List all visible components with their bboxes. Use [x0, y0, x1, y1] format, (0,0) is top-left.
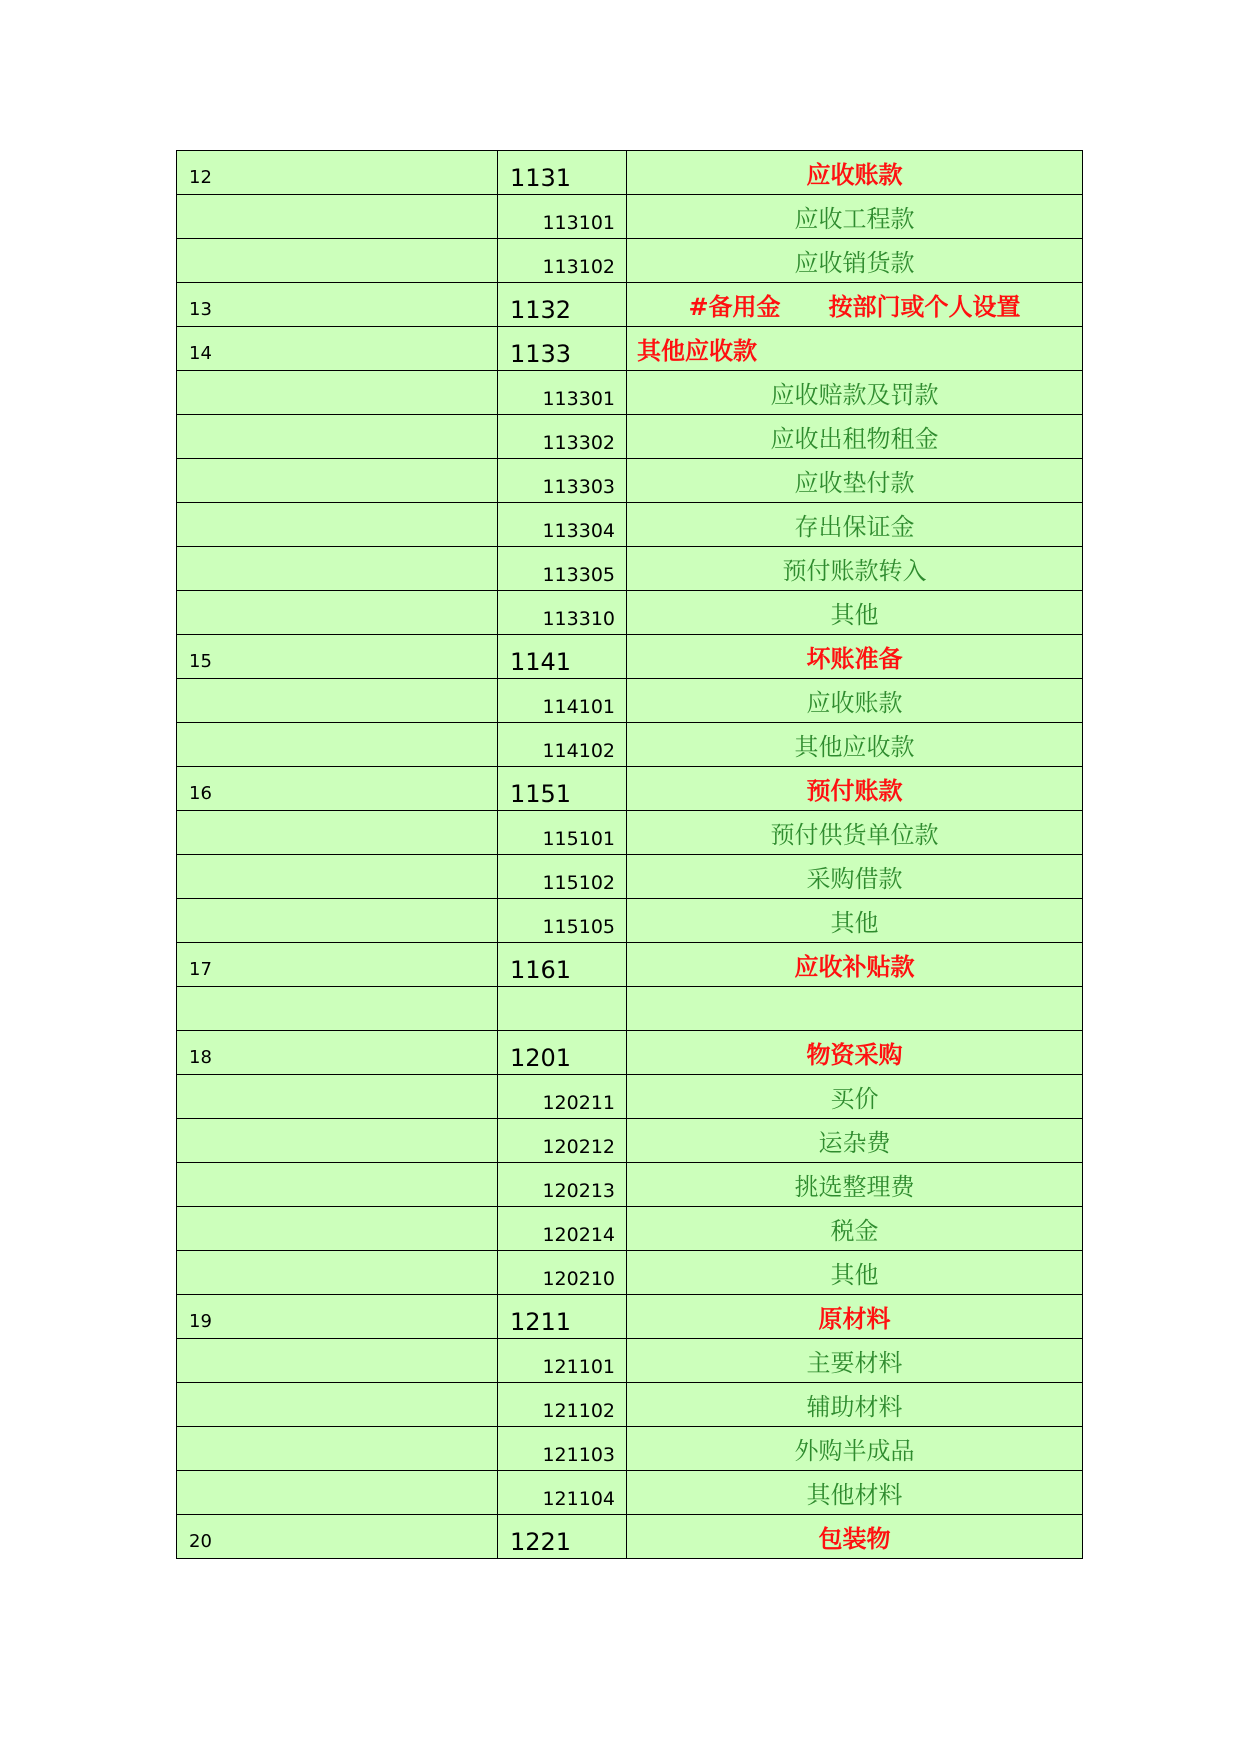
account-code: 1221 [498, 1515, 627, 1559]
sub-account-code: 113303 [498, 459, 627, 503]
account-code: 1151 [498, 767, 627, 811]
sub-account-code: 120210 [498, 1251, 627, 1295]
table-row [177, 371, 1083, 415]
sub-account-name: 应收销货款 [627, 239, 1083, 283]
row-sequence-number [177, 239, 498, 283]
table-row [177, 1075, 1083, 1119]
sub-account-name [627, 987, 1083, 1031]
account-code-table [176, 150, 1083, 1559]
sub-account-code: 120213 [498, 1163, 627, 1207]
sub-account-code [498, 987, 627, 1031]
sub-account-code: 121102 [498, 1383, 627, 1427]
row-sequence-number [177, 1471, 498, 1515]
sub-account-name: 其他 [627, 899, 1083, 943]
table-row [177, 239, 1083, 283]
sub-account-code: 115101 [498, 811, 627, 855]
sub-account-name: 其他应收款 [627, 723, 1083, 767]
table-row [177, 811, 1083, 855]
table-row [177, 195, 1083, 239]
sub-account-name: 存出保证金 [627, 503, 1083, 547]
table-row [177, 591, 1083, 635]
sub-account-name: 辅助材料 [627, 1383, 1083, 1427]
sub-account-code: 120212 [498, 1119, 627, 1163]
sub-account-code: 114101 [498, 679, 627, 723]
table-row [177, 1251, 1083, 1295]
row-sequence-number: 20 [177, 1515, 498, 1559]
sub-account-name: 其他 [627, 1251, 1083, 1295]
sub-account-code: 113305 [498, 547, 627, 591]
row-sequence-number [177, 1383, 498, 1427]
sub-account-code: 115102 [498, 855, 627, 899]
account-name: #备用金 按部门或个人设置 [627, 283, 1083, 327]
account-code: 1201 [498, 1031, 627, 1075]
row-sequence-number [177, 503, 498, 547]
sub-account-code: 113101 [498, 195, 627, 239]
table-row [177, 899, 1083, 943]
table-row [177, 503, 1083, 547]
row-sequence-number: 15 [177, 635, 498, 679]
row-sequence-number [177, 1207, 498, 1251]
table-row [177, 283, 1083, 327]
table-row [177, 459, 1083, 503]
table-row [177, 1295, 1083, 1339]
table-row [177, 767, 1083, 811]
row-sequence-number: 19 [177, 1295, 498, 1339]
table-row [177, 1031, 1083, 1075]
row-sequence-number [177, 679, 498, 723]
row-sequence-number [177, 547, 498, 591]
table-row [177, 151, 1083, 195]
table-row [177, 679, 1083, 723]
account-name: 其他应收款 [627, 327, 1083, 371]
row-sequence-number [177, 591, 498, 635]
row-sequence-number [177, 195, 498, 239]
sub-account-code: 120211 [498, 1075, 627, 1119]
sub-account-name: 其他材料 [627, 1471, 1083, 1515]
row-sequence-number [177, 1339, 498, 1383]
account-name: 包装物 [627, 1515, 1083, 1559]
sub-account-name: 预付账款转入 [627, 547, 1083, 591]
sub-account-name: 主要材料 [627, 1339, 1083, 1383]
table-row [177, 1339, 1083, 1383]
sub-account-code: 121101 [498, 1339, 627, 1383]
sub-account-code: 113301 [498, 371, 627, 415]
table-row [177, 1471, 1083, 1515]
row-sequence-number [177, 1163, 498, 1207]
sub-account-name: 运杂费 [627, 1119, 1083, 1163]
sub-account-name: 应收出租物租金 [627, 415, 1083, 459]
table-row [177, 547, 1083, 591]
row-sequence-number [177, 855, 498, 899]
sub-account-code: 115105 [498, 899, 627, 943]
row-sequence-number [177, 723, 498, 767]
row-sequence-number: 14 [177, 327, 498, 371]
row-sequence-number [177, 987, 498, 1031]
row-sequence-number [177, 811, 498, 855]
row-sequence-number [177, 459, 498, 503]
account-code: 1211 [498, 1295, 627, 1339]
account-code: 1161 [498, 943, 627, 987]
table-row [177, 1119, 1083, 1163]
row-sequence-number: 18 [177, 1031, 498, 1075]
row-sequence-number: 16 [177, 767, 498, 811]
sub-account-name: 应收垫付款 [627, 459, 1083, 503]
sub-account-name: 税金 [627, 1207, 1083, 1251]
account-name: 物资采购 [627, 1031, 1083, 1075]
sub-account-name: 预付供货单位款 [627, 811, 1083, 855]
account-code: 1141 [498, 635, 627, 679]
sub-account-code: 113304 [498, 503, 627, 547]
table-row [177, 415, 1083, 459]
sub-account-name: 外购半成品 [627, 1427, 1083, 1471]
table-row [177, 943, 1083, 987]
account-name: 应收账款 [627, 151, 1083, 195]
sub-account-code: 121104 [498, 1471, 627, 1515]
sub-account-name: 应收账款 [627, 679, 1083, 723]
sub-account-code: 121103 [498, 1427, 627, 1471]
table-row [177, 1163, 1083, 1207]
table-row [177, 1427, 1083, 1471]
table-row [177, 1207, 1083, 1251]
row-sequence-number [177, 1075, 498, 1119]
account-name: 坏账准备 [627, 635, 1083, 679]
sub-account-code: 113310 [498, 591, 627, 635]
account-code: 1132 [498, 283, 627, 327]
account-code: 1133 [498, 327, 627, 371]
sub-account-name: 应收赔款及罚款 [627, 371, 1083, 415]
sub-account-name: 买价 [627, 1075, 1083, 1119]
table-row [177, 1515, 1083, 1559]
row-sequence-number [177, 899, 498, 943]
sub-account-code: 113102 [498, 239, 627, 283]
sub-account-code: 113302 [498, 415, 627, 459]
sub-account-name: 其他 [627, 591, 1083, 635]
row-sequence-number [177, 1251, 498, 1295]
table-row [177, 723, 1083, 767]
table-row [177, 987, 1083, 1031]
table-row [177, 327, 1083, 371]
sub-account-name: 挑选整理费 [627, 1163, 1083, 1207]
row-sequence-number [177, 1427, 498, 1471]
account-name: 应收补贴款 [627, 943, 1083, 987]
sub-account-code: 120214 [498, 1207, 627, 1251]
row-sequence-number [177, 371, 498, 415]
sub-account-code: 114102 [498, 723, 627, 767]
row-sequence-number: 17 [177, 943, 498, 987]
row-sequence-number [177, 415, 498, 459]
row-sequence-number [177, 1119, 498, 1163]
sub-account-name: 应收工程款 [627, 195, 1083, 239]
row-sequence-number: 13 [177, 283, 498, 327]
table-row [177, 635, 1083, 679]
sub-account-name: 采购借款 [627, 855, 1083, 899]
account-code-table-body [177, 151, 1083, 1559]
account-name: 预付账款 [627, 767, 1083, 811]
account-code: 1131 [498, 151, 627, 195]
table-row [177, 855, 1083, 899]
account-name: 原材料 [627, 1295, 1083, 1339]
row-sequence-number: 12 [177, 151, 498, 195]
table-row [177, 1383, 1083, 1427]
